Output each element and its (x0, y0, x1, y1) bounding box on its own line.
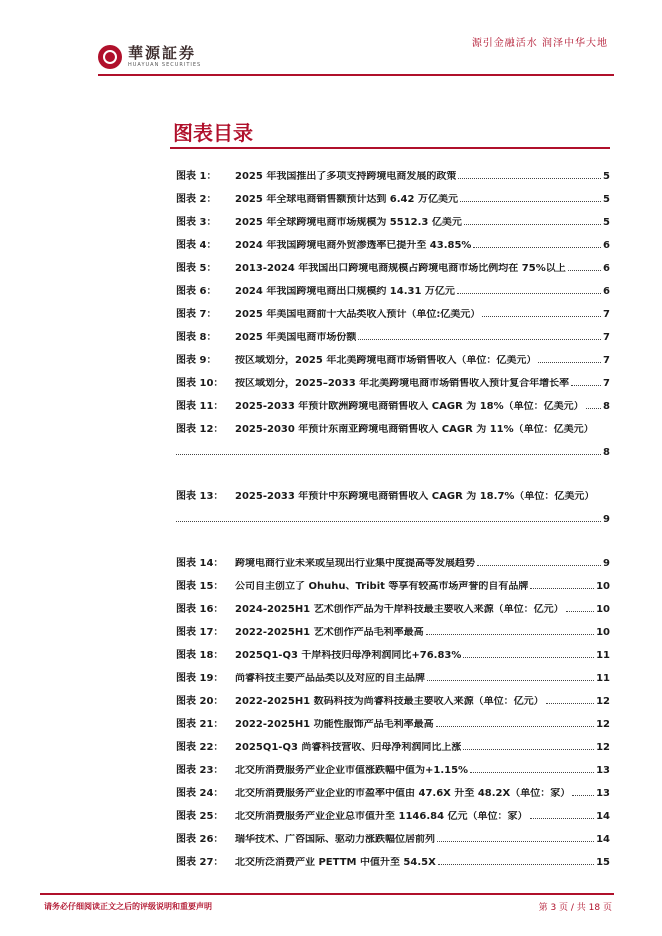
toc-entry-leader (538, 362, 601, 363)
toc-entry-label: 图表 26： (176, 834, 224, 845)
footer-disclaimer: 请务必仔细阅读正文之后的评级说明和重要声明 (44, 902, 212, 911)
toc-entry-leader (464, 224, 601, 225)
toc-entry-label: 图表 3： (176, 217, 217, 228)
toc-entry-page: 8 (603, 447, 610, 458)
toc-entry-label: 图表 17： (176, 627, 224, 638)
toc-entry-label: 图表 24： (176, 788, 224, 799)
toc-entry-text: 公司自主创立了 Ohuhu、Tribit 等享有较高市场声誉的自有品牌 (235, 581, 529, 592)
toc-entry-text: 2024 年我国跨境电商外贸渗透率已提升至 43.85% (235, 240, 472, 251)
toc-entry-label: 图表 15： (176, 581, 224, 592)
toc-entry[interactable] (176, 673, 610, 685)
logo-emblem-icon (98, 45, 122, 69)
toc-entry[interactable] (176, 401, 610, 413)
toc-entry-leader (530, 588, 594, 589)
toc-entry[interactable] (176, 286, 610, 298)
toc-entry-page: 14 (596, 834, 610, 845)
toc-entry[interactable] (176, 424, 610, 459)
toc-list (176, 171, 610, 869)
footer-divider (40, 893, 614, 895)
footer-page-info: 第 3 页 / 共 18 页 (538, 903, 612, 913)
toc-entry-leader (572, 795, 594, 796)
toc-entry-text: 2025 年全球电商销售额预计达到 6.42 万亿美元 (235, 194, 458, 205)
toc-entry-page: 7 (603, 309, 610, 320)
toc-entry-page: 13 (596, 765, 610, 776)
toc-entry[interactable] (176, 696, 610, 708)
toc-entry-text: 2025-2030 年预计东南亚跨境电商销售收入 CAGR 为 11%（单位：亿美元） (235, 424, 594, 435)
toc-entry-leader (571, 385, 601, 386)
toc-entry-page: 6 (603, 286, 610, 297)
toc-entry-page: 13 (596, 788, 610, 799)
toc-entry-leader (568, 270, 601, 271)
logo-subtext: HUAYUAN SECURITIES (128, 62, 202, 68)
toc-entry-leader (457, 293, 601, 294)
toc-entry-label: 图表 22： (176, 742, 224, 753)
toc-entry-page: 10 (596, 604, 610, 615)
toc-entry-text: 2022-2025H1 数码科技为尚睿科技最主要收入来源（单位：亿元） (235, 696, 544, 707)
toc-entry-label: 图表 6： (176, 286, 217, 297)
toc-entry-page: 8 (603, 401, 610, 412)
toc-entry-label: 图表 20： (176, 696, 224, 707)
toc-entry-label: 图表 2： (176, 194, 217, 205)
toc-entry-text: 北交所泛消费产业 PETTM 中值升至 54.5X (235, 857, 436, 868)
toc-entry-leader (463, 657, 594, 658)
toc-entry-label: 图表 14： (176, 558, 224, 569)
toc-entry-leader (530, 818, 595, 819)
toc-entry[interactable] (176, 491, 610, 526)
toc-entry-text: 尚睿科技主要产品品类以及对应的自主品牌 (235, 673, 425, 684)
toc-entry-label: 图表 21： (176, 719, 224, 730)
toc-entry[interactable] (176, 627, 610, 639)
toc-entry-page: 11 (596, 673, 610, 684)
toc-entry[interactable] (176, 332, 610, 344)
toc-entry-text: 按区域划分，2025–2033 年北美跨境电商市场销售收入预计复合年增长率 (235, 378, 570, 389)
toc-entry-leader (436, 726, 594, 727)
toc-entry-page: 12 (596, 719, 610, 730)
toc-entry-label: 图表 8： (176, 332, 217, 343)
toc-entry[interactable] (176, 263, 610, 275)
toc-entry[interactable] (176, 558, 610, 570)
toc-entry-leader (477, 565, 601, 566)
toc-entry-text: 2025 年美国电商前十大品类收入预计（单位:亿美元） (235, 309, 481, 320)
toc-entry-leader (427, 680, 594, 681)
toc-entry-label: 图表 7： (176, 309, 217, 320)
toc-entry-leader (176, 454, 601, 455)
toc-entry-text: 2025 年美国电商市场份额 (235, 332, 357, 343)
toc-entry[interactable] (176, 581, 610, 593)
header-slogan: 源引金融活水 润泽中华大地 (471, 38, 608, 49)
toc-entry-label: 图表 9： (176, 355, 217, 366)
toc-entry-leader (566, 611, 594, 612)
toc-entry-page: 10 (596, 627, 610, 638)
toc-entry-text: 2024 年我国跨境电商出口规模约 14.31 万亿元 (235, 286, 455, 297)
company-logo (98, 42, 201, 72)
toc-entry[interactable] (176, 719, 610, 731)
toc-entry-leader (473, 247, 601, 248)
toc-entry-text: 2024-2025H1 艺术创作产品为千岸科技最主要收入来源（单位：亿元） (235, 604, 564, 615)
toc-entry-label: 图表 27： (176, 857, 224, 868)
toc-entry[interactable] (176, 811, 610, 823)
toc-entry-page: 14 (596, 811, 610, 822)
toc-entry-text: 2025 年我国推出了多项支持跨境电商发展的政策 (235, 171, 457, 182)
toc-entry-label: 图表 5： (176, 263, 217, 274)
toc-entry-text: 2025Q1-Q3 千岸科技归母净利润同比+76.83% (235, 650, 462, 661)
toc-entry[interactable] (176, 194, 610, 206)
toc-entry-leader (470, 772, 594, 773)
toc-entry-text: 按区域划分，2025 年北美跨境电商市场销售收入（单位：亿美元） (235, 355, 537, 366)
toc-entry-text: 瑞华技术、广咨国际、驱动力涨跌幅位居前列 (235, 834, 435, 845)
toc-entry-leader (438, 864, 594, 865)
toc-entry-leader (437, 841, 594, 842)
toc-entry-leader (463, 749, 594, 750)
toc-entry-leader (460, 201, 601, 202)
toc-entry-label: 图表 25： (176, 811, 224, 822)
toc-entry-page: 7 (603, 378, 610, 389)
toc-entry-page: 9 (603, 558, 610, 569)
toc-entry-label: 图表 12： (176, 424, 224, 435)
toc-entry-page: 10 (596, 581, 610, 592)
toc-entry[interactable] (176, 217, 610, 229)
toc-entry-leader (458, 178, 601, 179)
toc-entry-text: 2025 年全球跨境电商市场规模为 5512.3 亿美元 (235, 217, 462, 228)
toc-entry-leader (358, 339, 601, 340)
toc-entry-text: 北交所消费服务产业企业的市盈率中值由 47.6X 升至 48.2X（单位：家） (235, 788, 571, 799)
toc-entry-page: 6 (603, 263, 610, 274)
toc-entry-text: 北交所消费服务产业企业总市值升至 1146.84 亿元（单位：家） (235, 811, 528, 822)
toc-title-divider (170, 147, 610, 149)
toc-entry-page: 7 (603, 332, 610, 343)
toc-entry-label: 图表 11： (176, 401, 224, 412)
toc-entry-page: 15 (596, 857, 610, 868)
toc-entry-text: 北交所消费服务产业企业市值涨跌幅中值为+1.15% (235, 765, 469, 776)
toc-entry-label: 图表 19： (176, 673, 224, 684)
toc-entry[interactable] (176, 857, 610, 869)
toc-entry-label: 图表 10： (176, 378, 224, 389)
toc-entry[interactable] (176, 309, 610, 321)
toc-entry[interactable] (176, 834, 610, 846)
toc-entry-page: 7 (603, 355, 610, 366)
toc-entry-label: 图表 13： (176, 491, 224, 502)
toc-entry[interactable] (176, 742, 610, 754)
toc-entry-leader (426, 634, 594, 635)
toc-entry-text: 2025-2033 年预计欧洲跨境电商销售收入 CAGR 为 18%（单位：亿美元） (235, 401, 584, 412)
header-divider (98, 74, 614, 76)
toc-entry-label: 图表 18： (176, 650, 224, 661)
toc-entry-page: 12 (596, 696, 610, 707)
toc-entry[interactable] (176, 378, 610, 390)
toc-entry-page: 6 (603, 240, 610, 251)
toc-entry[interactable] (176, 240, 610, 252)
toc-entry-text: 跨境电商行业未来或呈现出行业集中度提高等发展趋势 (235, 558, 475, 569)
toc-entry-text: 2025-2033 年预计中东跨境电商销售收入 CAGR 为 18.7%（单位：亿美元） (235, 491, 595, 502)
toc-entry[interactable] (176, 650, 610, 662)
toc-entry-label: 图表 1： (176, 171, 217, 182)
toc-entry-label: 图表 4： (176, 240, 217, 251)
toc-entry-page: 5 (603, 171, 610, 182)
logo-text: 華源証券 (128, 44, 197, 62)
toc-title: 图表目录 (173, 121, 253, 145)
toc-entry[interactable] (176, 788, 610, 800)
toc-entry-text: 2022-2025H1 功能性服饰产品毛利率最高 (235, 719, 434, 730)
toc-entry-label: 图表 16： (176, 604, 224, 615)
toc-entry[interactable] (176, 765, 610, 777)
toc-entry-page: 12 (596, 742, 610, 753)
toc-entry[interactable] (176, 604, 610, 616)
toc-entry-text: 2013-2024 年我国出口跨境电商规模占跨境电商市场比例均在 75%以上 (235, 263, 566, 274)
toc-entry-text: 2025Q1-Q3 尚睿科技营收、归母净利润同比上涨 (235, 742, 462, 753)
toc-entry-leader (482, 316, 601, 317)
toc-entry-label: 图表 23： (176, 765, 224, 776)
toc-entry-leader (546, 703, 594, 704)
toc-entry-page: 5 (603, 217, 610, 228)
toc-entry-page: 11 (596, 650, 610, 661)
toc-entry-leader (586, 408, 601, 409)
toc-entry-leader (176, 521, 601, 522)
toc-entry[interactable] (176, 355, 610, 367)
toc-entry[interactable] (176, 171, 610, 183)
toc-entry-page: 9 (603, 514, 610, 525)
toc-entry-page: 5 (603, 194, 610, 205)
toc-entry-text: 2022-2025H1 艺术创作产品毛利率最高 (235, 627, 424, 638)
